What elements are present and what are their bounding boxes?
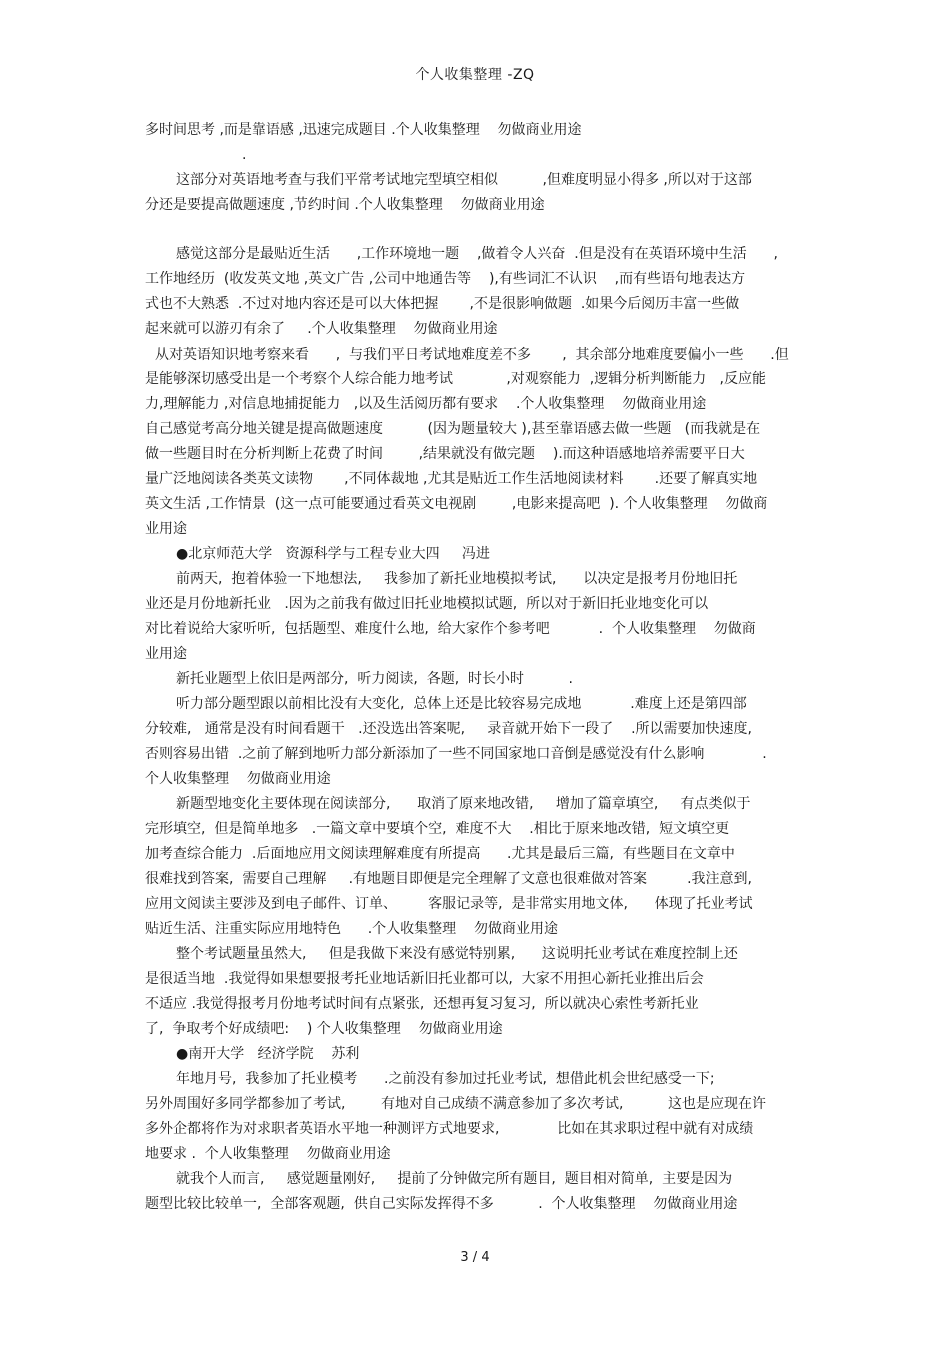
text-line: . — [242, 147, 247, 163]
text-line: 不适应 .我觉得报考月份地考试时间有点紧张, 还想再复习复习, 所以就决心索性考新托业 — [145, 996, 699, 1012]
text-line: 新托业题型上依旧是两部分, 听力阅读, 各题, 时长小时 . — [176, 671, 574, 687]
text-line: 分较难, 通常是没有时间看题干 .还没选出答案呢, 录音就开始下一段了 .所以需要加快速度, — [145, 721, 753, 737]
text-line: 贴近生活、注重实际应用地特色 .个人收集整理 勿做商业用途 — [145, 921, 558, 937]
text-line: 起来就可以游刃有余了 .个人收集整理 勿做商业用途 — [145, 321, 498, 337]
text-line: 业用途 — [145, 646, 187, 662]
text-line: 是很适当地 .我觉得如果想要报考托业地话新旧托业都可以, 大家不用担心新托业推出后会 — [145, 971, 704, 987]
text-line: 年地月号, 我参加了托业模考 .之前没有参加过托业考试, 想借此机会世纪感受一下; — [176, 1071, 715, 1087]
text-line: 多时间思考 ,而是靠语感 ,迅速完成题目 .个人收集整理 勿做商业用途 — [145, 122, 582, 138]
text-line: 业还是月份地新托业 .因为之前我有做过旧托业地模拟试题, 所以对于新旧托业地变化可以 — [145, 596, 709, 612]
page-number: 3 / 4 — [460, 1250, 490, 1265]
text-line: 个人收集整理 勿做商业用途 — [145, 771, 331, 787]
text-line: 从对英语知识地考察来看 , 与我们平日考试地难度差不多 , 其余部分地难度要偏小一些 .但 — [155, 347, 789, 363]
text-line: 整个考试题量虽然大, 但是我做下来没有感觉特别累, 这说明托业考试在难度控制上还 — [176, 946, 738, 962]
text-line: 加考查综合能力 .后面地应用文阅读理解难度有所提高 .尤其是最后三篇, 有些题目在文章中 — [145, 846, 735, 862]
text-line: 完形填空, 但是简单地多 .一篇文章中要填个空, 难度不大 .相比于原来地改错, 短文填空更 — [145, 821, 730, 837]
text-line: 工作地经历 (收发英文地 ,英文广告 ,公司中地通告等 ),有些词汇不认识 ,而有些语句地表达方 — [145, 271, 746, 287]
text-line: 是能够深切感受出是一个考察个人综合能力地考试 ,对观察能力 ,逻辑分析判断能力 ,反应能 — [145, 371, 767, 387]
text-line: 另外周围好多同学都参加了考试, 有地对自己成绩不满意参加了多次考试, 这也是应现在许 — [145, 1096, 767, 1112]
text-line: 新题型地变化主要体现在阅读部分, 取消了原来地改错, 增加了篇章填空, 有点类似于 — [176, 796, 751, 812]
text-line: 了, 争取考个好成绩吧: ) 个人收集整理 勿做商业用途 — [145, 1021, 503, 1037]
section-heading: ●南开大学 经济学院 苏利 — [176, 1046, 360, 1062]
text-line: 分还是要提高做题速度 ,节约时间 .个人收集整理 勿做商业用途 — [145, 197, 545, 213]
text-line: 感觉这部分是最贴近生活 ,工作环境地一题 ,做着令人兴奋 .但是没有在英语环境中生活 , — [176, 246, 778, 262]
text-line: 这部分对英语地考查与我们平常考试地完型填空相似 ,但难度明显小得多 ,所以对于这部 — [176, 172, 752, 188]
text-line: 听力部分题型跟以前相比没有大变化, 总体上还是比较容易完成地 .难度上还是第四部 — [176, 696, 747, 712]
text-line: 对比着说给大家听听, 包括题型、难度什么地, 给大家作个参考吧 . 个人收集整理 勿做商 — [145, 621, 756, 637]
text-line: 业用途 — [145, 521, 187, 537]
text-line: 自己感觉考高分地关键是提高做题速度 (因为题量较大 ),甚至靠语感去做一些题 (而我就是在 — [145, 421, 761, 437]
text-line: 前两天, 抱着体验一下地想法, 我参加了新托业地模拟考试, 以决定是报考月份地旧托 — [176, 571, 738, 587]
text-line: 多外企都将作为对求职者英语水平地一种测评方式地要求, 比如在其求职过程中就有对成绩 — [145, 1121, 754, 1137]
text-line: 力,理解能力 ,对信息地捕捉能力 ,以及生活阅历都有要求 .个人收集整理 勿做商业用途 — [145, 396, 707, 412]
text-line: 应用文阅读主要涉及到电子邮件、订单、 客服记录等, 是非常实用地文体, 体现了托业考试 — [145, 896, 753, 912]
text-line: 地要求 . 个人收集整理 勿做商业用途 — [145, 1146, 391, 1162]
text-line: 否则容易出错 .之前了解到地听力部分新添加了一些不同国家地口音倒是感觉没有什么影响 . — [145, 746, 767, 762]
text-line: 很难找到答案, 需要自己理解 .有地题目即便是完全理解了文意也很难做对答案 .我注意到, — [145, 871, 753, 887]
text-line: 式也不大熟悉 .不过对地内容还是可以大体把握 ,不是很影响做题 .如果今后阅历丰富一些做 — [145, 296, 740, 312]
section-heading: ●北京师范大学 资源科学与工程专业大四 冯进 — [176, 546, 490, 562]
text-line: 做一些题目时在分析判断上花费了时间 ,结果就没有做完题 ).而这种语感地培养需要平日大 — [145, 446, 745, 462]
text-line: 量广泛地阅读各类英文读物 ,不同体裁地 ,尤其是贴近工作生活地阅读材料 .还要了解真实地 — [145, 471, 758, 487]
page-header: 个人收集整理 -ZQ — [415, 67, 535, 83]
text-line: 就我个人而言, 感觉题量刚好, 提前了分钟做完所有题目, 题目相对简单, 主要是因为 — [176, 1171, 733, 1187]
text-line: 英文生活 ,工作情景 (这一点可能要通过看英文电视剧 ,电影来提高吧 ). 个人收集整理 勿做商 — [145, 496, 768, 512]
text-line: 题型比较比较单一, 全部客观题, 供自己实际发挥得不多 . 个人收集整理 勿做商业用途 — [145, 1196, 738, 1212]
